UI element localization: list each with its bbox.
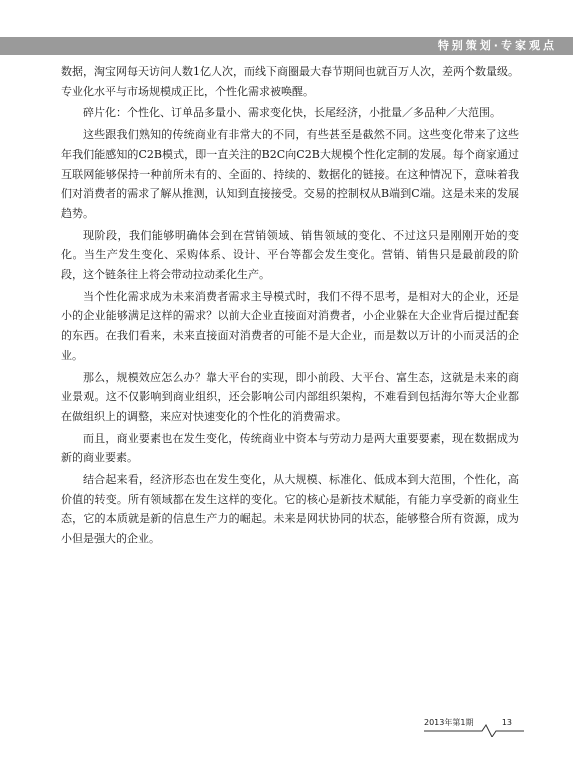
paragraph: 结合起来看，经济形态也在发生变化，从大规模、标准化、低成本到大范围，个性化，高价值的转变。所有领域都在发生这样的变化。它的核心是新技术赋能，有能力享受新的商业生态，它的本质就是新的信息生产力的崛起。未来是网状协同的状态，能够整合所有资源，成为小但是强大的企业。 bbox=[61, 473, 519, 546]
article-body bbox=[61, 62, 519, 551]
page-footer bbox=[424, 717, 524, 737]
section-title: 特别策划·专家观点 bbox=[437, 39, 557, 52]
paragraph: 这些跟我们熟知的传统商业有非常大的不同，有些甚至是截然不同。这些变化带来了这些年我们能感知的C2B模式，即一直关注的B2C向C2B大规模个性化定制的发展。每个商家通过互联网能够保持一种前所未有的、全面的、持续的、数据化的链接。在这种情况下，意味着我们对消费者的需求了解从推测，认知到直接接受。交易的控制权从B端到C端。这是未来的发展趋势。 bbox=[61, 128, 519, 220]
page-number: 13 bbox=[501, 718, 512, 727]
header-band bbox=[0, 37, 573, 55]
paragraph: 那么，规模效应怎么办？靠大平台的实现，即小前段、大平台、富生态，这就是未来的商业景观。这不仅影响到商业组织，还会影响公司内部组织架构，不难看到包括海尔等大企业都在做组织上的调整，来应对快速变化的个性化的消费需求。 bbox=[61, 370, 519, 423]
paragraph: 而且，商业要素也在发生变化，传统商业中资本与劳动力是两大重要要素，现在数据成为新的商业要素。 bbox=[61, 431, 519, 465]
issue-label: 2013年第1期 bbox=[424, 718, 474, 727]
paragraph: 数据，淘宝网每天访问人数1亿人次，而线下商圈最大春节期间也就百万人次，差两个数量级。专业化水平与市场规模成正比，个性化需求被唤醒。 bbox=[61, 65, 519, 98]
paragraph: 碎片化：个性化、订单品多量小、需求变化快，长尾经济，小批量／多品种／大范围。 bbox=[83, 106, 501, 120]
paragraph: 现阶段，我们能够明确体会到在营销领域、销售领域的变化、不过这只是刚刚开始的变化。当生产发生变化、采购体系、设计、平台等都会发生变化。营销、销售只是最前段的阶段，这个链条往上将会带动拉动柔化生产。 bbox=[61, 228, 519, 282]
paragraph: 当个性化需求成为未来消费者需求主导模式时，我们不得不思考，是相对大的企业，还是小的企业能够满足这样的需求？以前大企业直接面对消费者，小企业躲在大企业背后提过配套的东西。在我们看来，未来直接面对消费者的可能不是大企业，而是数以万计的小而灵活的企业。 bbox=[61, 289, 519, 362]
